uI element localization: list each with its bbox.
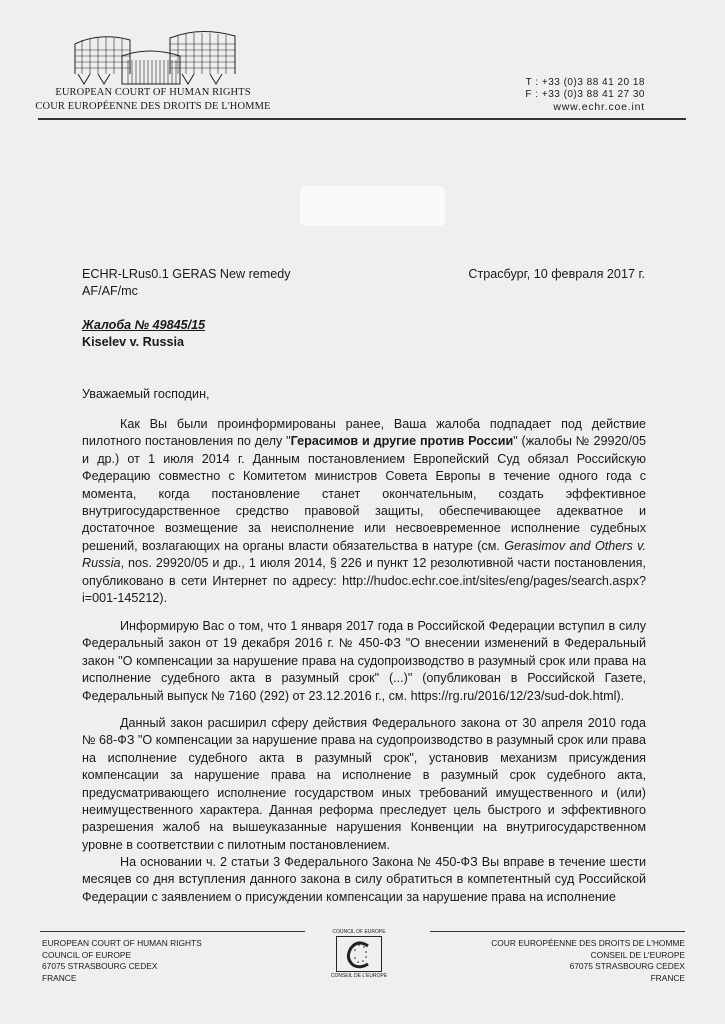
- hudoc-link[interactable]: http://hudoc.echr.coe.int/sites/eng/pages/search.aspx?i=001-145212: [82, 573, 646, 606]
- header-divider: [38, 118, 686, 120]
- logo-text-top: COUNCIL OF EUROPE: [332, 929, 386, 935]
- footer-address-fr: [491, 938, 685, 984]
- footer-line: 67075 STRASBOURG CEDEX: [569, 961, 685, 971]
- phone-number: T : +33 (0)3 88 41 20 18: [525, 77, 645, 88]
- court-name-en: EUROPEAN COURT OF HUMAN RIGHTS: [55, 87, 251, 98]
- subject-block: [82, 317, 205, 352]
- p2-text: Информирую Вас о том, что 1 января 2017 года в Российской Федерации вступил в силу Федеральный закон от 19 декабря 2016 г. № 450-ФЗ "О внесении изменений в Федеральный закон "О компенсации за нарушение права на судопроизводство в разумный срок или права на исполнение судебного акта в разумный срок" (...)" (опубликован в Российской Газете, Федеральный выпуск № 7160 (292) от 23.12.2016 г., см.: [82, 619, 646, 703]
- website[interactable]: www.echr.coe.int: [553, 101, 645, 113]
- fax-number: F : +33 (0)3 88 41 27 30: [525, 89, 645, 100]
- paragraph-new-law: [82, 618, 646, 705]
- case-name: Kiselev v. Russia: [82, 335, 184, 350]
- footer-address-en: [42, 938, 202, 984]
- reference-code: ECHR-LRus0.1 GERAS New remedy: [82, 267, 291, 281]
- place-date: Страсбург, 10 февраля 2017 г.: [468, 267, 645, 281]
- footer-line: CONSEIL DE L'EUROPE: [590, 949, 685, 960]
- footer-line: FRANCE: [650, 972, 685, 983]
- case-title-bold: Герасимов и другие против России: [290, 434, 514, 449]
- footer-line: 67075 STRASBOURG CEDEX: [42, 961, 158, 971]
- p1-text-2: " (жалобы № 29920/05 и др.) от 1 июля 2014 г. Данным постановлением Европейский Суд обязал Российскую Федерацию совместно с Комитетом министров Совета Европы в течение одного года с момента, когда постановление станет окончательным, создать эффективное внутригосударственное средство правовой защиты, обеспечивающее адекватное и достаточное возмещение за неисполнение или несвоевременное исполнение судебных решений, возлагающих на органы власти обязательства в натуре (см.: [82, 434, 646, 553]
- header-contact: [525, 77, 645, 113]
- p2-text-2: ).: [616, 688, 625, 703]
- reference-initials: AF/AF/mc: [82, 284, 138, 299]
- application-number: Жалоба № 49845/15: [82, 318, 206, 332]
- redacted-address: [300, 186, 445, 226]
- council-of-europe-emblem-icon: [336, 936, 382, 972]
- paragraph-rights: На основании ч. 2 статьи 3 Федерального Закона № 450-ФЗ Вы вправе в течение шести месяцев со дня вступления данного закона в силу обратиться в компетентный суд Российской Федерации с заявлением о присуждении компенсации за нарушение права на исполнение: [82, 855, 646, 904]
- reference-block: [82, 266, 291, 301]
- p1-text-4: ).: [159, 591, 168, 606]
- court-name-fr: COUR EUROPÉENNE DES DROITS DE L'HOMME: [35, 101, 271, 112]
- footer-line: EUROPEAN COURT OF HUMAN RIGHTS: [42, 938, 202, 948]
- footer-divider-right: [430, 931, 685, 932]
- footer-line: COUNCIL OF EUROPE: [42, 949, 132, 960]
- paragraph-pilot-judgment: [82, 416, 646, 607]
- p1-text: Как Вы были проинформированы ранее, Ваша жалоба подпадает под действие пилотного постановления по делу ": [82, 417, 646, 449]
- footer-line: FRANCE: [42, 972, 77, 983]
- footer-line: COUR EUROPÉENNE DES DROITS DE L'HOMME: [491, 938, 685, 948]
- council-of-europe-logo: [326, 929, 392, 979]
- rg-link[interactable]: https://rg.ru/2016/12/23/sud-dok.html: [410, 688, 617, 703]
- p1-text-3: , nos. 29920/05 и др., 1 июля 2014, § 226 и пункт 12 резолютивной части постановления, опубликовано в сети Интернет по адресу:: [82, 556, 646, 588]
- case-title-italic: Gerasimov and Others v. Russia: [82, 538, 646, 571]
- salutation: Уважаемый господин,: [82, 387, 210, 401]
- footer-divider-left: [40, 931, 305, 932]
- paragraph-law-scope: Данный закон расширил сферу действия Федерального закона от 30 апреля 2010 года № 68-ФЗ "О компенсации за нарушение права на судопроизводство в разумный срок или права на исполнение судебного акта в разумный срок", установив механизм присуждения компенсации за нарушение права на исполнение в разумный срок судебного акта, предусматривающего исполнение государством иных требований имущественного и (или) неимущественного характера. Данная реформа преследует цель быстрого и эффективного разрешения жалоб на вышеуказанные нарушения Конвенции на внутригосударственном уровне в соответствии с пилотным постановлением.: [82, 716, 646, 852]
- logo-text-bottom: CONSEIL DE L'EUROPE: [330, 973, 388, 979]
- court-building-logo: [70, 26, 240, 86]
